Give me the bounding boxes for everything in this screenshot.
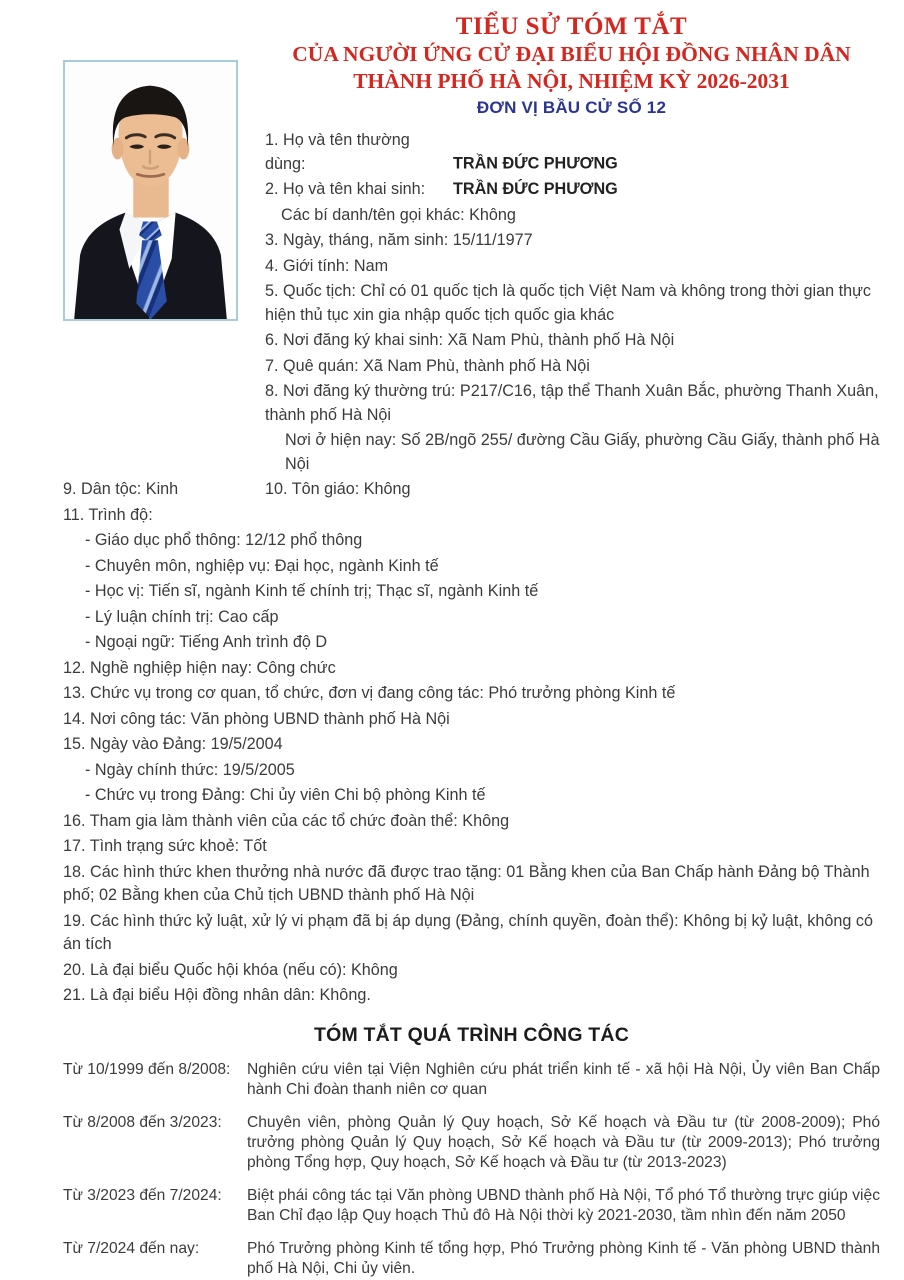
field-party-official-date: - Ngày chính thức: 19/5/2005 — [85, 760, 295, 779]
doc-title-line1: TIỂU SỬ TÓM TẮT — [455, 13, 688, 40]
personal-info-full-width — [63, 478, 880, 1008]
doc-title-line2: CỦA NGƯỜI ỨNG CỬ ĐẠI BIỂU HỘI ĐỒNG NHÂN DÂN — [292, 42, 851, 66]
field-label: 2. Họ và tên khai sinh: — [265, 180, 426, 198]
field-workplace: 14. Nơi công tác: Văn phòng UBND thành phố Hà Nội — [63, 709, 450, 728]
field-current-residence: Nơi ở hiện nay: Số 2B/ngõ 255/ đường Cầu Giấy, phường Cầu Giấy, thành phố Hà Nội — [285, 431, 880, 473]
field-hometown: 7. Quê quán: Xã Nam Phù, thành phố Hà Nội — [265, 356, 590, 375]
field-common-name — [265, 129, 880, 176]
career-detail: Nghiên cứu viên tại Viện Nghiên cứu phát triển kinh tế - xã hội Hà Nội, Ủy viên Ban Chấp hành Chi đoàn thanh niên cơ quan — [247, 1060, 880, 1098]
field-occupation: 12. Nghề nghiệp hiện nay: Công chức — [63, 658, 336, 677]
field-gender: 4. Giới tính: Nam — [265, 256, 389, 275]
field-religion: 10. Tôn giáo: Không — [265, 480, 411, 498]
field-birth-name — [265, 178, 880, 202]
candidate-name: TRẦN ĐỨC PHƯƠNG — [453, 180, 618, 198]
field-label: 1. Họ và tên thường dùng: — [265, 131, 410, 173]
election-unit: ĐƠN VỊ BẦU CỬ SỐ 12 — [476, 98, 667, 117]
career-period: Từ 7/2024 đến nay: — [63, 1239, 200, 1257]
doc-title-line3: THÀNH PHỐ HÀ NỘI, NHIỆM KỲ 2026-2031 — [353, 69, 790, 93]
field-organizations: 16. Tham gia làm thành viên của các tổ chức đoàn thể: Không — [63, 811, 510, 830]
field-professional-education: - Chuyên môn, nghiệp vụ: Đại học, ngành Kinh tế — [85, 556, 439, 575]
field-alias: Các bí danh/tên gọi khác: Không — [281, 205, 516, 224]
field-academic-degree: - Học vị: Tiến sĩ, ngành Kinh tế chính trị; Thạc sĩ, ngành Kinh tế — [85, 582, 539, 600]
career-period: Từ 10/1999 đến 8/2008: — [63, 1060, 231, 1078]
career-period: Từ 8/2008 đến 3/2023: — [63, 1113, 222, 1131]
career-row — [63, 1186, 880, 1226]
field-foreign-language: - Ngoại ngữ: Tiếng Anh trình độ D — [85, 633, 328, 651]
career-detail: Biệt phái công tác tại Văn phòng UBND thành phố Hà Nội, Tổ phó Tổ thường trực giúp việc Ban Chỉ đạo lập Quy hoạch Thủ đô Hà Nội thời kỳ 2021-2030, tầm nhìn đến năm 2050 — [247, 1186, 880, 1224]
career-row — [63, 1239, 880, 1279]
field-party-join-date: 15. Ngày vào Đảng: 19/5/2004 — [63, 735, 283, 753]
field-general-education: - Giáo dục phổ thông: 12/12 phổ thông — [85, 531, 363, 549]
field-nationality: 5. Quốc tịch: Chỉ có 01 quốc tịch là quốc tịch Việt Nam và không trong thời gian thực hiện thủ tục xin gia nhập quốc tịch quốc gia khác — [265, 282, 872, 324]
field-birth-registration: 6. Nơi đăng ký khai sinh: Xã Nam Phù, thành phố Hà Nội — [265, 331, 675, 349]
field-position: 13. Chức vụ trong cơ quan, tổ chức, đơn vị đang công tác: Phó trưởng phòng Kinh tế — [63, 684, 676, 702]
field-education-heading: 11. Trình độ: — [63, 505, 153, 524]
field-party-position: - Chức vụ trong Đảng: Chi ủy viên Chi bộ phòng Kinh tế — [85, 786, 486, 804]
field-ethnicity-religion — [63, 478, 880, 502]
candidate-photo — [63, 60, 238, 321]
field-national-assembly: 20. Là đại biểu Quốc hội khóa (nếu có): Không — [63, 960, 398, 979]
field-political-theory: - Lý luận chính trị: Cao cấp — [85, 607, 279, 626]
candidate-name: TRẦN ĐỨC PHƯƠNG — [453, 154, 618, 173]
personal-info-right-column — [265, 129, 880, 476]
field-ethnicity: 9. Dân tộc: Kinh — [63, 480, 179, 498]
career-detail: Phó Trưởng phòng Kinh tế tổng hợp, Phó Trưởng phòng Kinh tế - Văn phòng UBND thành phố Hà Nội, Chi ủy viên. — [247, 1239, 880, 1277]
field-health: 17. Tình trạng sức khoẻ: Tốt — [63, 837, 267, 855]
field-discipline: 19. Các hình thức kỷ luật, xử lý vi phạm đã bị áp dụng (Đảng, chính quyền, đoàn thể): Không bị kỷ luật, không có án tích — [63, 911, 873, 953]
career-section — [63, 1023, 880, 1279]
career-section-title: TÓM TẮT QUÁ TRÌNH CÔNG TÁC — [313, 1023, 629, 1046]
career-detail: Chuyên viên, phòng Quản lý Quy hoạch, Sở Kế hoạch và Đầu tư (từ 2008-2009); Phó trưởng phòng Quản lý Quy hoạch, Sở Kế hoạch và Đầu tư (từ 2009-2013); Phó trưởng phòng Tổng hợp, Quy hoạch, Sở Kế hoạch và Đầu tư (từ 2013-2023) — [247, 1113, 880, 1171]
portrait-illustration — [65, 62, 236, 319]
career-period: Từ 3/2023 đến 7/2024: — [63, 1186, 222, 1204]
career-row — [63, 1060, 880, 1100]
field-permanent-residence: 8. Nơi đăng ký thường trú: P217/C16, tập thể Thanh Xuân Bắc, phường Thanh Xuân, thành phố Hà Nội — [265, 382, 879, 424]
career-row — [63, 1113, 880, 1173]
field-birth-date: 3. Ngày, tháng, năm sinh: 15/11/1977 — [265, 231, 533, 249]
field-peoples-council: 21. Là đại biểu Hội đồng nhân dân: Không. — [63, 986, 371, 1004]
document-header — [265, 0, 878, 120]
field-awards: 18. Các hình thức khen thưởng nhà nước đã được trao tặng: 01 Bằng khen của Ban Chấp hành Đảng bộ Thành phố; 02 Bằng khen của Chủ tịch UBND thành phố Hà Nội — [63, 862, 870, 904]
